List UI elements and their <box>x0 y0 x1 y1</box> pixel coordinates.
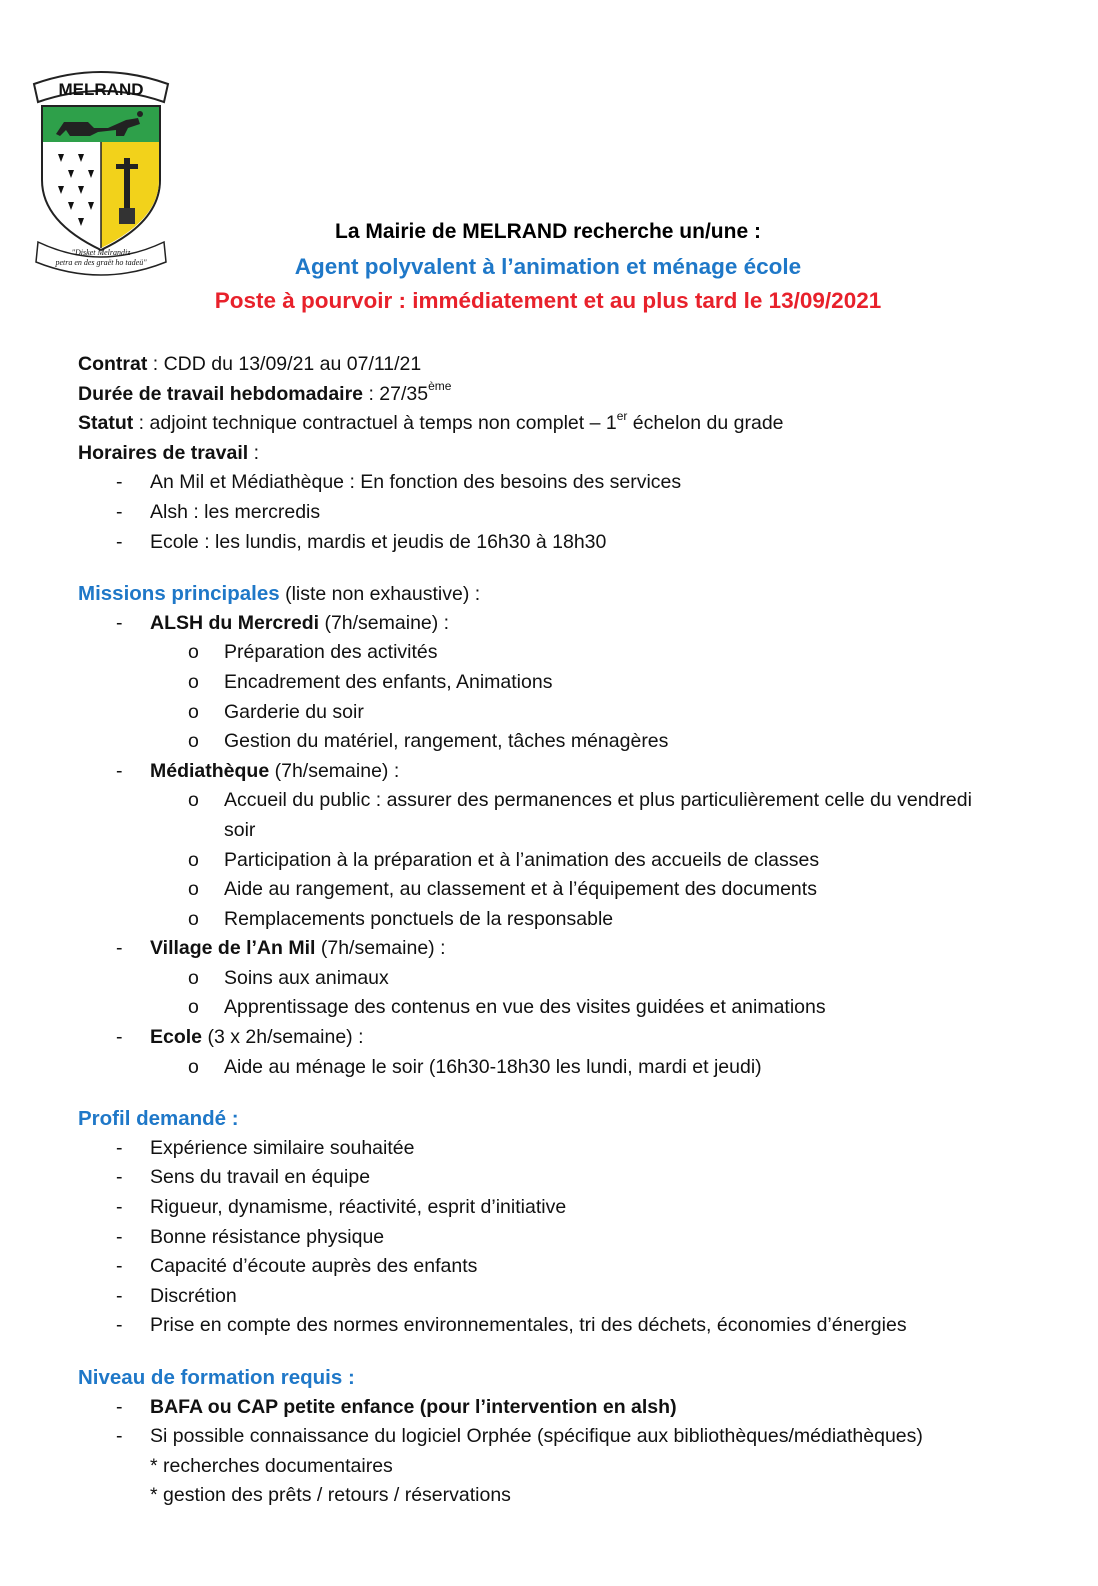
formation-title: Niveau de formation requis : <box>78 1366 355 1389</box>
mission-item: soir <box>224 818 256 841</box>
horaires-suffix: : <box>248 441 260 464</box>
mission-item: Soins aux animaux <box>224 966 389 989</box>
circle-bullet: o <box>188 730 199 753</box>
statut-value: : adjoint technique contractuel à temps non complet – 1 <box>133 412 617 435</box>
dash-bullet: - <box>116 500 123 523</box>
mission-item: Gestion du matériel, rangement, tâches ménagères <box>224 730 669 753</box>
circle-bullet: o <box>188 670 199 693</box>
list-item <box>78 1252 1038 1282</box>
list-item <box>78 498 1038 528</box>
dash-bullet: - <box>116 1196 123 1219</box>
list-item <box>78 875 1038 905</box>
list-item <box>78 1134 1038 1164</box>
dash-bullet: - <box>116 530 123 553</box>
dash-bullet: - <box>116 1136 123 1159</box>
list-item <box>78 1163 1038 1193</box>
statut-line <box>78 409 1038 439</box>
list-item <box>78 468 1038 498</box>
mission-item: Accueil du public : assurer des permanences et plus particulièrement celle du vendredi <box>224 789 972 812</box>
formation-item: Si possible connaissance du logiciel Orphée (spécifique aux bibliothèques/médiathèques) <box>150 1425 923 1448</box>
profil-item: Discrétion <box>150 1284 237 1307</box>
dash-bullet: - <box>116 1425 123 1448</box>
duree-superscript: ème <box>428 379 452 394</box>
list-item <box>78 786 1038 816</box>
duree-label: Durée de travail hebdomadaire <box>78 382 364 405</box>
dash-bullet: - <box>116 1284 123 1307</box>
list-item <box>78 846 1038 876</box>
duree-line <box>78 380 1038 410</box>
list-item <box>78 1282 1038 1312</box>
dash-bullet: - <box>116 759 123 782</box>
list-item <box>78 528 1038 558</box>
header-line-recruiter: La Mairie de MELRAND recherche un/une : <box>335 220 761 243</box>
missions-heading <box>78 579 1038 609</box>
list-item <box>78 993 1038 1023</box>
list-item-continuation <box>78 816 1038 846</box>
formation-subitem-text: * recherches documentaires <box>150 1454 393 1477</box>
dash-bullet: - <box>116 611 123 634</box>
header-line-job-title: Agent polyvalent à l’animation et ménage école <box>294 254 802 279</box>
circle-bullet: o <box>188 1055 199 1078</box>
horaires-label: Horaires de travail <box>78 441 249 464</box>
profil-item: Rigueur, dynamisme, réactivité, esprit d’initiative <box>150 1196 567 1219</box>
dash-bullet: - <box>116 1166 123 1189</box>
dash-bullet: - <box>116 1255 123 1278</box>
horaire-text: Alsh : les mercredis <box>150 500 321 523</box>
mission-item: Aide au rangement, au classement et à l’équipement des documents <box>224 878 817 901</box>
profil-heading <box>78 1104 1038 1134</box>
mission-group-name: Médiathèque <box>150 759 270 782</box>
profil-item: Prise en compte des normes environnementales, tri des déchets, économies d’énergies <box>150 1314 907 1337</box>
mission-group-detail: (7h/semaine) : <box>269 759 400 782</box>
logo-banner-text: MELRAND <box>58 80 144 99</box>
missions-title-suffix: (liste non exhaustive) : <box>279 583 481 606</box>
list-item <box>78 638 1038 668</box>
contrat-value: : CDD du 13/09/21 au 07/11/21 <box>147 353 422 375</box>
dash-bullet: - <box>116 1314 123 1337</box>
profil-item: Bonne résistance physique <box>150 1225 385 1248</box>
horaire-text: Ecole : les lundis, mardis et jeudis de 16h30 à 18h30 <box>150 530 607 553</box>
mission-item: Apprentissage des contenus en vue des visites guidées et animations <box>224 996 826 1019</box>
mission-group-detail: (3 x 2h/semaine) : <box>202 1026 364 1049</box>
list-item <box>78 1053 1038 1083</box>
mission-item: Préparation des activités <box>224 641 438 664</box>
logo-motto-line2: petra en des graët ho tadeü" <box>55 258 147 267</box>
formation-subitem <box>78 1481 1038 1511</box>
dash-bullet: - <box>116 471 123 494</box>
mission-item: Participation à la préparation et à l’animation des accueils de classes <box>224 848 820 871</box>
profil-item: Capacité d’écoute auprès des enfants <box>150 1255 478 1278</box>
list-item <box>78 698 1038 728</box>
mission-group-name: ALSH du Mercredi <box>150 611 320 634</box>
mission-group-mediatheque <box>78 757 1038 787</box>
mission-group-ecole <box>78 1023 1038 1053</box>
circle-bullet: o <box>188 878 199 901</box>
mission-item: Garderie du soir <box>224 700 364 723</box>
statut-label: Statut <box>78 412 134 435</box>
mission-group-village <box>78 934 1038 964</box>
posting-body <box>78 350 1038 1511</box>
duree-value: : 27/35 <box>363 382 429 405</box>
dash-bullet: - <box>116 1395 123 1418</box>
circle-bullet: o <box>188 789 199 812</box>
horaire-text: An Mil et Médiathèque : En fonction des besoins des services <box>150 471 682 494</box>
formation-item: BAFA ou CAP petite enfance (pour l’intervention en alsh) <box>150 1395 677 1418</box>
contrat-line <box>78 350 1038 380</box>
missions-title: Missions principales <box>78 582 280 606</box>
list-item <box>78 727 1038 757</box>
dash-bullet: - <box>116 1026 123 1049</box>
circle-bullet: o <box>188 700 199 723</box>
mission-item: Aide au ménage le soir (16h30-18h30 les lundi, mardi et jeudi) <box>224 1055 762 1078</box>
list-item <box>78 1223 1038 1253</box>
mission-group-detail: (7h/semaine) : <box>319 611 450 634</box>
statut-superscript: er <box>616 408 628 423</box>
list-item <box>78 1193 1038 1223</box>
mission-group-detail: (7h/semaine) : <box>315 937 446 960</box>
circle-bullet: o <box>188 641 199 664</box>
melrand-coat-of-arms-logo <box>28 62 174 278</box>
contrat-label: Contrat <box>78 353 148 375</box>
mission-item: Encadrement des enfants, Animations <box>224 670 553 693</box>
mission-group-alsh <box>78 609 1038 639</box>
list-item <box>78 964 1038 994</box>
formation-subitem-text: * gestion des prêts / retours / réservations <box>150 1484 511 1507</box>
list-item <box>78 905 1038 935</box>
logo-motto-line1: "Disket Melrandiz <box>71 248 131 257</box>
horaires-line <box>78 439 1038 469</box>
dash-bullet: - <box>116 1225 123 1248</box>
list-item <box>78 1422 1038 1452</box>
circle-bullet: o <box>188 907 199 930</box>
circle-bullet: o <box>188 996 199 1019</box>
statut-value-end: échelon du grade <box>627 412 784 435</box>
profil-title: Profil demandé : <box>78 1107 239 1131</box>
profil-item: Expérience similaire souhaitée <box>150 1136 415 1159</box>
list-item <box>78 1311 1038 1341</box>
list-item <box>78 1393 1038 1423</box>
profil-item: Sens du travail en équipe <box>150 1166 371 1189</box>
circle-bullet: o <box>188 848 199 871</box>
circle-bullet: o <box>188 966 199 989</box>
dash-bullet: - <box>116 937 123 960</box>
formation-subitem <box>78 1452 1038 1482</box>
list-item <box>78 668 1038 698</box>
mission-item: Remplacements ponctuels de la responsable <box>224 907 614 930</box>
mission-group-name: Ecole <box>150 1026 203 1049</box>
mission-group-name: Village de l’An Mil <box>150 937 316 960</box>
formation-heading <box>78 1363 1038 1393</box>
header-line-start-date: Poste à pourvoir : immédiatement et au plus tard le 13/09/2021 <box>214 288 882 313</box>
